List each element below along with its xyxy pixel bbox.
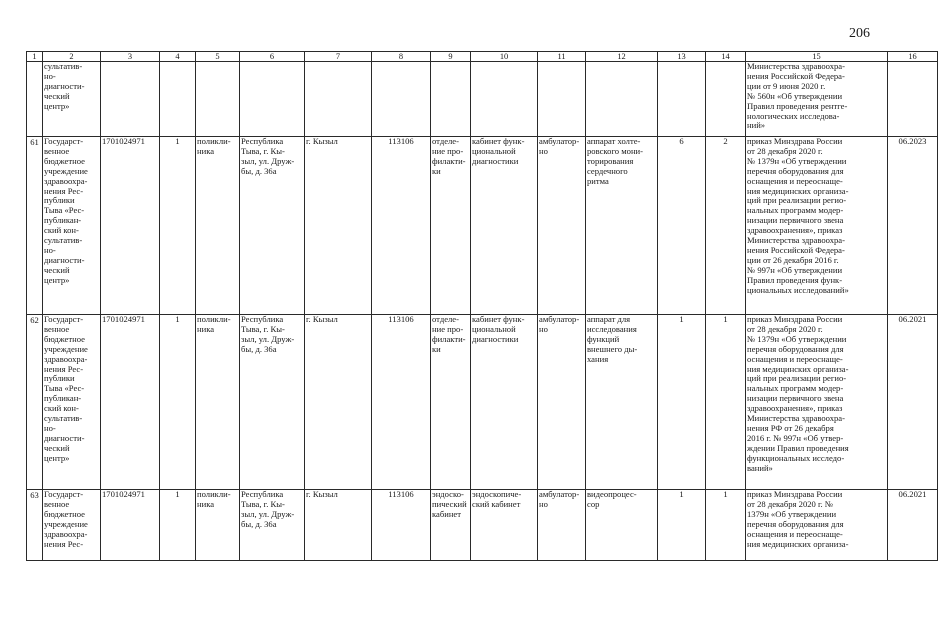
table-cell [431,62,471,137]
quantity-cell: 1 [658,490,706,561]
care-mode-cell: амбулатор- но [538,315,586,490]
table-row [27,137,938,315]
column-number: 14 [706,52,746,62]
equipment-register-table [26,51,938,561]
quantity-cell: 2 [706,137,746,315]
city-cell: г. Кызыл [305,490,372,561]
inn-cell: 1701024971 [101,137,160,315]
row-number: 62 [27,315,43,490]
care-mode-cell: амбулатор- но [538,137,586,315]
column-number: 12 [586,52,658,62]
cabinet-cell: эндоскопиче- ский кабинет [471,490,538,561]
column-number: 8 [372,52,431,62]
column-number: 4 [160,52,196,62]
date-cell: 06.2023 [888,137,938,315]
column-number: 5 [196,52,240,62]
facility-type-cell: поликли- ника [196,490,240,561]
column-number: 1 [27,52,43,62]
address-cell: Республика Тыва, г. Кы- зыл, ул. Друж- бы, д. 36а [240,137,305,315]
address-cell: Республика Тыва, г. Кы- зыл, ул. Друж- бы, д. 36а [240,490,305,561]
quantity-cell: 1 [706,315,746,490]
cabinet-cell: кабинет функ- циональной диагностики [471,137,538,315]
city-cell: г. Кызыл [305,137,372,315]
table-cell [888,62,938,137]
page-number: 206 [849,26,870,41]
basis-cell: приказ Минздрава России от 28 декабря 2020 г. № 1379н «Об утверждении перечня оборудования для оснащения и переоснаще- ния медицинских организа- ций при реализации регио- нальных программ модер- низации первичного звена здравоохранения», приказ Министерства здравоохра- нения Российской Федера- ции от 26 декабря 2016 г. № 997н «Об утверждении Правил проведения функ- циональных исследований» [746,137,888,315]
continuation-row [27,62,938,137]
equipment-cell: видеопроцес- сор [586,490,658,561]
row-number: 63 [27,490,43,561]
table-cell: 1 [160,315,196,490]
column-number: 9 [431,52,471,62]
organization-cell: Государст- венное бюджетное учреждение здравоохра- нения Рес- публики Тыва «Рес- публикан- ский кон- сультатив- но- диагности- ческий центр» [43,137,101,315]
table-row [27,315,938,490]
row-number: 61 [27,137,43,315]
address-cell: Республика Тыва, г. Кы- зыл, ул. Друж- бы, д. 36а [240,315,305,490]
column-number: 7 [305,52,372,62]
table-cell [305,62,372,137]
basis-cell: Министерства здравоохра- нения Российской Федера- ции от 9 июня 2020 г. № 560н «Об утверждении Правил проведения рентге- нологических исследова- ний» [746,62,888,137]
facility-type-cell: поликли- ника [196,137,240,315]
column-number-row [27,52,938,62]
table-cell [372,62,431,137]
department-cell: отделе- ние про- филакти- ки [431,137,471,315]
inn-cell: 1701024971 [101,315,160,490]
organization-cell: Государст- венное бюджетное учреждение здравоохра- нения Рес- публики Тыва «Рес- публикан- ский кон- сультатив- но- диагности- ческий центр» [43,315,101,490]
table-row [27,490,938,561]
care-mode-cell: амбулатор- но [538,490,586,561]
organization-cell: сультатив- но- диагности- ческий центр» [43,62,101,137]
equipment-cell: аппарат для исследования функций внешнего ды- хания [586,315,658,490]
column-number: 11 [538,52,586,62]
table-cell [101,62,160,137]
quantity-cell: 1 [706,490,746,561]
quantity-cell: 6 [658,137,706,315]
table-cell: 1 [160,137,196,315]
table-cell [240,62,305,137]
table-cell [706,62,746,137]
city-cell: г. Кызыл [305,315,372,490]
equipment-cell: аппарат холте- ровского мони- торирования сердечного ритма [586,137,658,315]
cabinet-cell: кабинет функ- циональной диагностики [471,315,538,490]
organization-cell: Государст- венное бюджетное учреждение здравоохра- нения Рес- [43,490,101,561]
table-cell: 1 [160,490,196,561]
column-number: 6 [240,52,305,62]
facility-type-cell: поликли- ника [196,315,240,490]
column-number: 15 [746,52,888,62]
table-cell [27,62,43,137]
table-cell [471,62,538,137]
code-cell: 113106 [372,137,431,315]
basis-cell: приказ Минздрава России от 28 декабря 2020 г. № 1379н «Об утверждении перечня оборудования для оснащения и переоснаще- ния медицинских организа- ций при реализации регио- нальных программ модер- низации первичного звена здравоохранения», приказ Министерства здравоохра- нения РФ от 26 декабря 2016 г. № 997н «Об утвер- ждении Правил проведения функциональных исследо- ваний» [746,315,888,490]
column-number: 3 [101,52,160,62]
column-number: 10 [471,52,538,62]
table-cell [160,62,196,137]
department-cell: эндоско- пический кабинет [431,490,471,561]
inn-cell: 1701024971 [101,490,160,561]
quantity-cell: 1 [658,315,706,490]
date-cell: 06.2021 [888,490,938,561]
code-cell: 113106 [372,315,431,490]
date-cell: 06.2021 [888,315,938,490]
code-cell: 113106 [372,490,431,561]
basis-cell: приказ Минздрава России от 28 декабря 2020 г. № 1379н «Об утверждении перечня оборудования для оснащения и переоснаще- ния медицинских организа- [746,490,888,561]
table-cell [196,62,240,137]
column-number: 2 [43,52,101,62]
column-number: 16 [888,52,938,62]
column-number: 13 [658,52,706,62]
department-cell: отделе- ние про- филакти- ки [431,315,471,490]
table-cell [658,62,706,137]
table-cell [538,62,586,137]
table-cell [586,62,658,137]
